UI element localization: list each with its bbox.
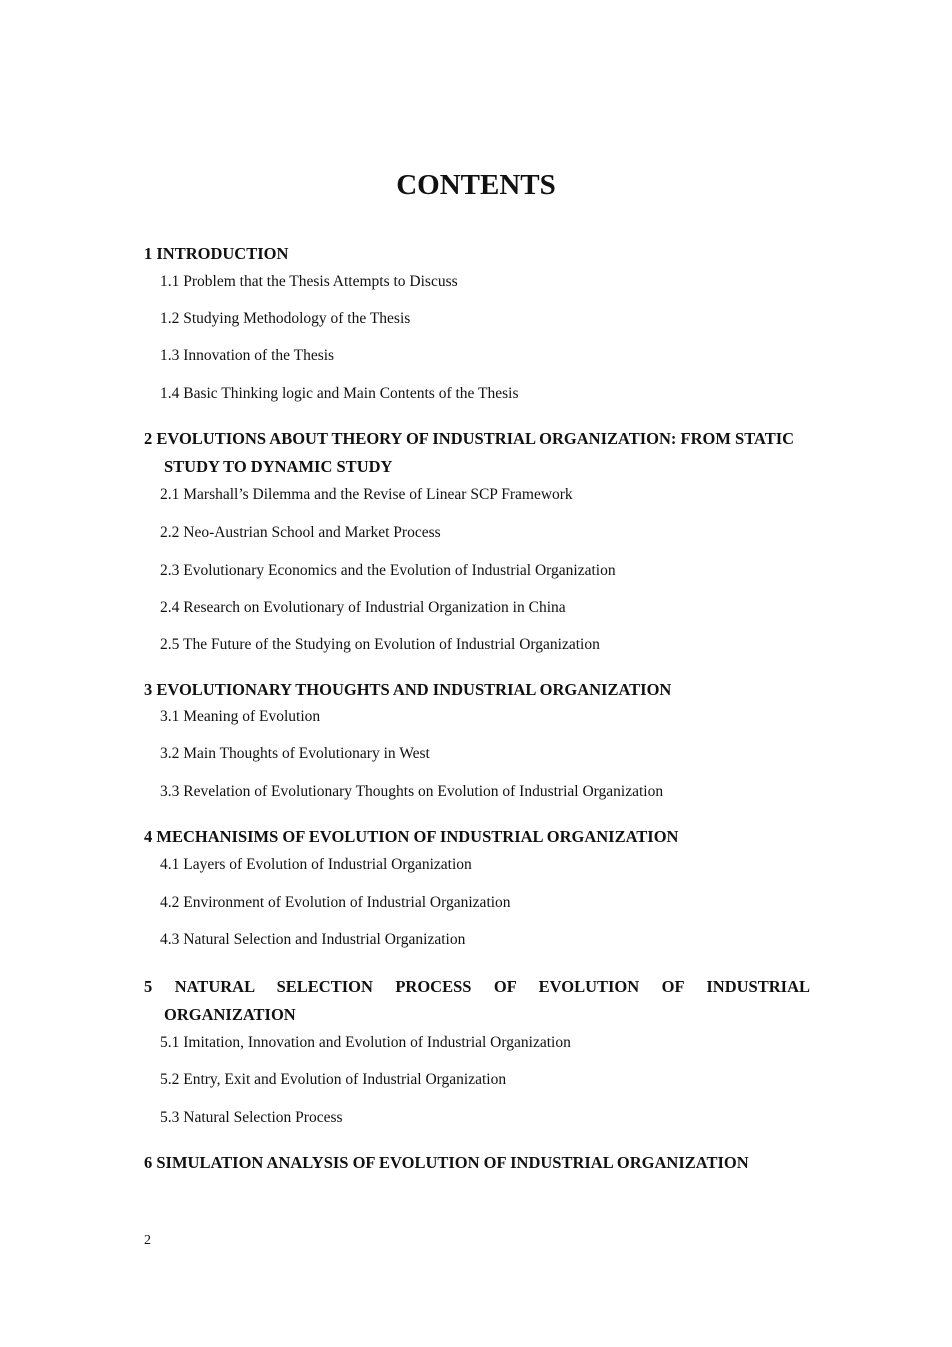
section-item[interactable]: 1.2 Studying Methodology of the Thesis [160,309,411,327]
section-item[interactable]: 3.3 Revelation of Evolutionary Thoughts on Evolution of Industrial Organization [160,783,664,800]
section-item[interactable]: 2.3 Evolutionary Economics and the Evolution of Industrial Organization [160,561,616,579]
chapter-heading[interactable]: 6 SIMULATION ANALYSIS OF EVOLUTION OF INDUSTRIAL ORGANIZATION [144,1152,749,1172]
section-item[interactable]: 1.1 Problem that the Thesis Attempts to Discuss [160,272,458,290]
toc-chapter [144,240,810,405]
section-item[interactable]: 2.4 Research on Evolutionary of Industrial Organization in China [160,598,566,616]
toc-chapter [144,823,810,951]
chapter-heading[interactable]: 2 EVOLUTIONS ABOUT THEORY OF INDUSTRIAL ORGANIZATION: FROM STATIC STUDY TO DYNAMIC STUDY [144,428,795,476]
section-item[interactable]: 1.4 Basic Thinking logic and Main Contents of the Thesis [160,384,519,402]
section-item[interactable]: 5.2 Entry, Exit and Evolution of Industrial Organization [160,1070,507,1088]
section-item[interactable]: 5.1 Imitation, Innovation and Evolution of Industrial Organization [160,1033,571,1051]
toc-chapter [144,676,810,804]
section-item[interactable]: 4.1 Layers of Evolution of Industrial Organization [160,855,472,873]
section-item[interactable]: 4.2 Environment of Evolution of Industrial Organization [160,893,511,911]
table-of-contents [144,240,810,1177]
toc-chapter [144,1149,810,1178]
section-item[interactable]: 2.1 Marshall’s Dilemma and the Revise of Linear SCP Framework [160,485,573,503]
section-item[interactable]: 1.3 Innovation of the Thesis [160,346,335,364]
section-item[interactable]: 2.5 The Future of the Studying on Evolution of Industrial Organization [160,635,600,653]
page-number: 2 [144,1233,151,1248]
section-item[interactable]: 3.2 Main Thoughts of Evolutionary in West [160,745,430,762]
toc-chapter [144,425,810,656]
chapter-heading[interactable]: 4 MECHANISIMS OF EVOLUTION OF INDUSTRIAL ORGANIZATION [144,827,679,846]
chapter-heading[interactable]: 1 INTRODUCTION [144,244,289,263]
section-item[interactable]: 5.3 Natural Selection Process [160,1108,343,1126]
section-item[interactable]: 2.2 Neo-Austrian School and Market Process [160,523,441,541]
page-title: CONTENTS [396,169,556,201]
chapter-heading[interactable]: 5 NATURAL SELECTION PROCESS OF EVOLUTION OF INDUSTRIAL ORGANIZATION [144,976,810,1024]
chapter-heading[interactable]: 3 EVOLUTIONARY THOUGHTS AND INDUSTRIAL ORGANIZATION [144,679,672,699]
toc-chapter [144,973,810,1129]
section-item[interactable]: 3.1 Meaning of Evolution [160,708,321,725]
section-item[interactable]: 4.3 Natural Selection and Industrial Organization [160,930,466,948]
